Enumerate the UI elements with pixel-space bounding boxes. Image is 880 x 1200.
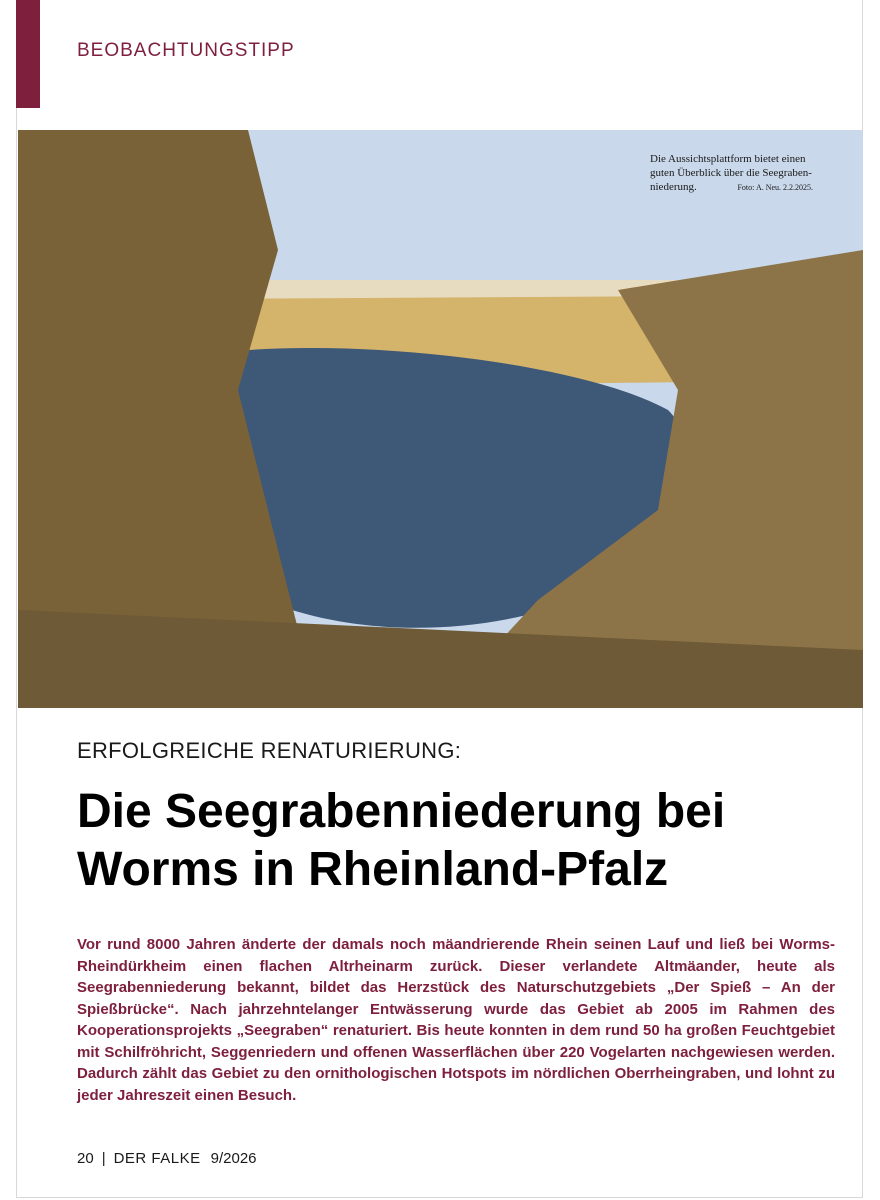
page-number: 20 xyxy=(77,1150,94,1167)
photo-caption xyxy=(650,152,830,195)
section-accent-bar xyxy=(16,0,40,108)
article-lead: Vor rund 8000 Jahren änderte der damals noch mäandrierende Rhein seinen Lauf und ließ bei Worms-Rheindürkheim einen flachen Altrheinarm zurück. Dieser verlandete Altmäander, heute als Seegrabenniederung bekannt, bildet das Herzstück des Naturschutzgebiets „Der Spieß – An der Spießbrücke“. Nach jahrzehntelanger Entwässerung wurde das Gebiet ab 2005 im Rahmen des Kooperationsprojekts „Seegraben“ renaturiert. Bis heute konnten in dem rund 50 ha großen Feuchtgebiet mit Schilfröhricht, Seggenriedern und offenen Wasserflächen über 220 Vogelarten nachgewiesen werden. Dadurch zählt das Gebiet zu den ornithologischen Hotspots im nördlichen Oberrheingraben, und lohnt zu jeder Jahreszeit einen Besuch. xyxy=(77,936,835,1104)
magazine-name: DER FALKE xyxy=(113,1150,201,1167)
photo-credit: Foto: A. Neu. 2.2.2025. xyxy=(737,183,814,192)
page-footer xyxy=(77,1150,257,1167)
photo-caption-text: Die Aussichtsplattform bietet einen guten Überblick über die Seegrabenniederung. xyxy=(650,153,812,193)
landscape-photo xyxy=(18,130,863,708)
footer-separator: | xyxy=(101,1150,106,1167)
photo-illustration xyxy=(18,130,863,708)
issue-number: 9/2026 xyxy=(210,1150,257,1167)
section-label: BEOBACHTUNGSTIPP xyxy=(77,40,295,61)
article-headline: Die Seegrabenniederung bei Worms in Rheinland-Pfalz xyxy=(77,785,726,896)
article-kicker: ERFOLGREICHE RENATURIERUNG: xyxy=(77,738,462,763)
